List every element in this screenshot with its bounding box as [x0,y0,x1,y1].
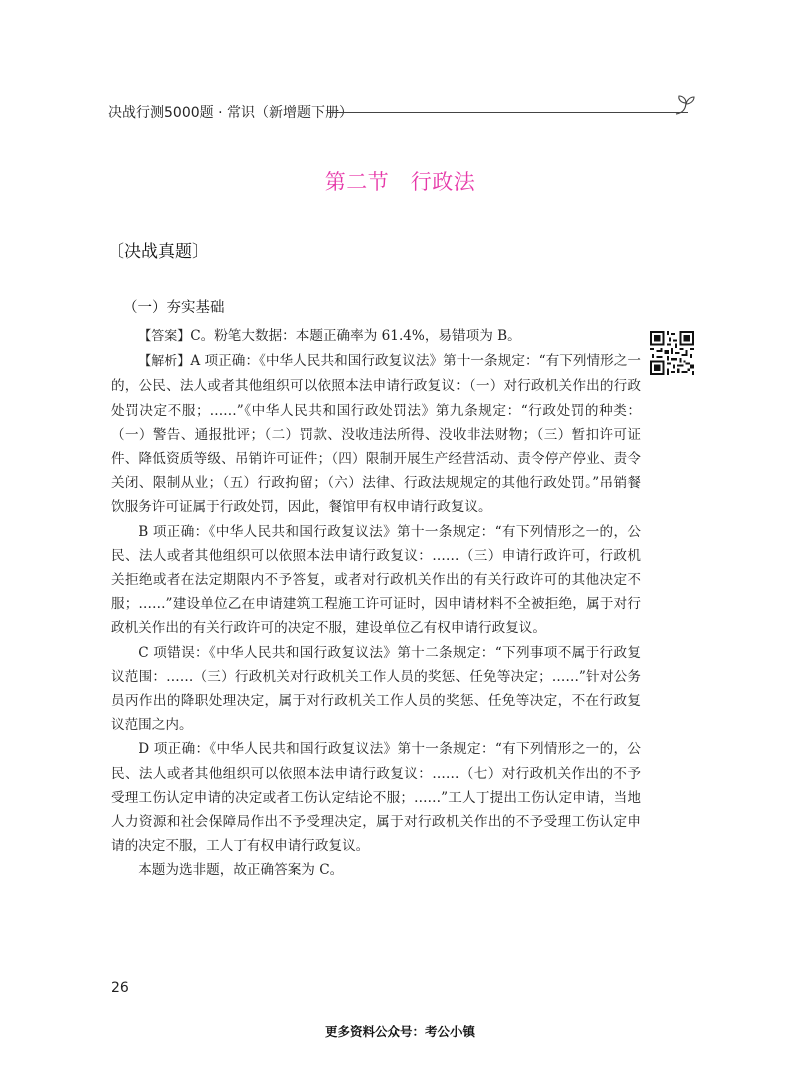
analysis-paragraph-b: B 项正确：《中华人民共和国行政复议法》第十一条规定：“有下列情形之一的，公民、法人或者其他组织可以依照本法申请行政复议：……（三）申请行政许可，行政机关拒绝或者在法定期限内不予答复，或者对行政机关作出的有关行政许可的其他决定不服；……”建设单位乙在申请建筑工程施工许可证时，因申请材料不全被拒绝，属于对行政机关作出的有关行政许可的决定不服，建设单位乙有权申请行政复议。 [111,523,641,637]
answer-content [111,324,641,883]
analysis-paragraph-c: C 项错误：《中华人民共和国行政复议法》第十二条规定：“下列事项不属于行政复议范围：……（三）行政机关对行政机关工作人员的奖惩、任免等决定；……”针对公务员丙作出的降职处理决定，属于对行政机关工作人员的奖惩、任免等决定，不在行政复议范围之内。 [111,644,641,734]
qr-code [650,331,694,375]
analysis-text-a: A 项正确：《中华人民共和国行政复议法》第十一条规定：“有下列情形之一的，公民、法人或者其他组织可以依照本法申请行政复议：（一）对行政机关作出的行政处罚决定不服；……”《中华人民共和国行政处罚法》第九条规定：“行政处罚的种类：（一）警告、通报批评；（二）罚款、没收违法所得、没收非法财物；（三）暂扣许可证件、降低资质等级、吊销许可证件；（四）限制开展生产经营活动、责令停产停业、责令关闭、限制从业；（五）行政拘留；（六）法律、行政法规规定的其他行政处罚。”吊销餐饮服务许可证属于行政处罚，因此，餐馆甲有权申请行政复议。 [111,353,641,516]
header-rule [328,112,688,113]
sub-heading: （一）夯实基础 [123,300,225,316]
section-title: 第二节 行政法 [324,170,476,194]
answer-line [111,324,641,349]
sprout-icon [672,94,698,116]
analysis-paragraph-d: D 项正确：《中华人民共和国行政复议法》第十一条规定：“有下列情形之一的，公民、法人或者其他组织可以依照本法申请行政复议：……（七）对行政机关作出的不予受理工伤认定申请的决定或者工伤认定结论不服；……”工人丁提出工伤认定申请，当地人力资源和社会保障局作出不予受理决定，属于对行政机关作出的不予受理工伤认定申请的决定不服，工人丁有权申请行政复议。 [111,741,641,855]
analysis-paragraph-a [111,349,641,519]
answer-text: C。粉笔大数据：本题正确率为 61.4%，易错项为 B。 [190,328,521,344]
footer-note: 更多资料公众号：考公小镇 [324,1024,475,1039]
running-header: 决战行测5000题 · 常识（新增题下册） [108,105,353,121]
block-heading: 〔决战真题〕 [107,242,209,262]
analysis-tag: 【解析】 [138,354,191,370]
page-number: 26 [111,980,129,996]
conclusion-paragraph: 本题为选非题，故正确答案为 C。 [138,862,344,879]
answer-tag: 【答案】 [138,329,191,344]
